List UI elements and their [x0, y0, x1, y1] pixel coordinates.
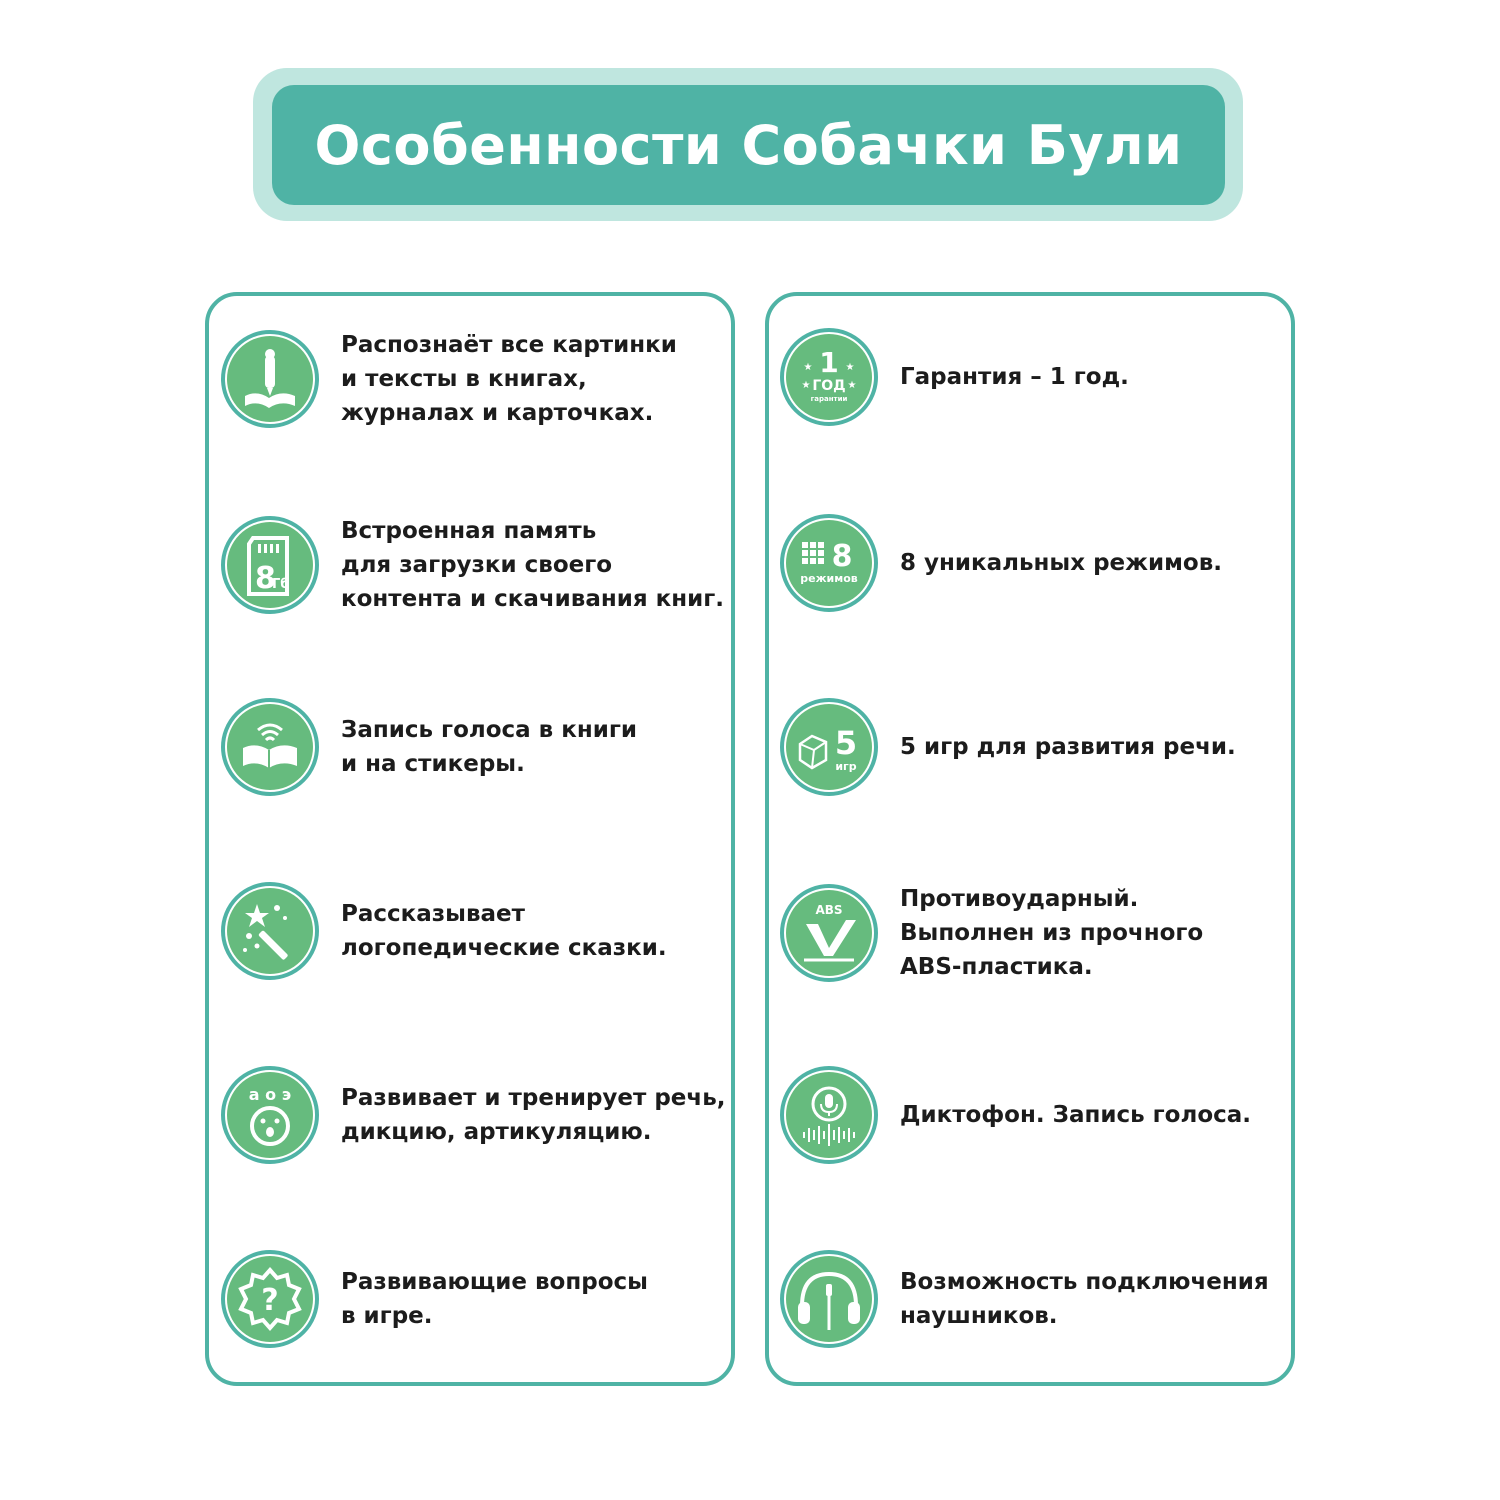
feature-text: 5 игр для развития речи.	[900, 734, 1236, 760]
svg-text:8: 8	[831, 539, 853, 574]
feature-text: 8 уникальных режимов.	[900, 550, 1223, 576]
svg-text:гарантии: гарантии	[810, 395, 848, 403]
svg-text:8: 8	[255, 561, 276, 596]
feature-text: Запись голоса в книги и на стикеры.	[341, 717, 637, 777]
microphone-wave-icon	[780, 1066, 878, 1164]
feature-text: Развивающие вопросы в игре.	[341, 1269, 648, 1329]
feature-item-modes	[780, 514, 1222, 612]
abs-shield-icon	[780, 884, 878, 982]
headphones-icon	[780, 1250, 878, 1348]
pen-reading-book-icon	[221, 330, 319, 428]
speech-face-icon	[221, 1066, 319, 1164]
dice-games-icon	[780, 698, 878, 796]
svg-text:★: ★	[847, 380, 857, 391]
feature-text: Встроенная память для загрузки своего контента и скачивания книг.	[341, 518, 725, 612]
feature-item-memory	[221, 514, 724, 616]
feature-item-questions	[221, 1250, 648, 1348]
feature-text: Распознаёт все картинки и тексты в книгах, журналах и карточках.	[341, 332, 677, 426]
svg-text:а о э: а о э	[248, 1085, 292, 1104]
feature-item-tales	[221, 882, 667, 980]
feature-item-dictaphone	[780, 1066, 1251, 1164]
left-feature-panel	[205, 292, 735, 1386]
question-badge-icon	[221, 1250, 319, 1348]
svg-text:Гб: Гб	[272, 577, 290, 592]
svg-text:★: ★	[803, 362, 813, 373]
modes-grid-icon	[780, 514, 878, 612]
feature-item-speech	[221, 1066, 725, 1164]
magic-wand-icon	[221, 882, 319, 980]
svg-text:?: ?	[261, 1283, 279, 1318]
sd-card-icon	[221, 516, 319, 614]
feature-text: Развивает и тренирует речь, дикцию, артикуляцию.	[341, 1085, 726, 1145]
feature-item-headphones	[780, 1250, 1269, 1348]
feature-item-warranty	[780, 328, 1129, 426]
svg-text:ГОД: ГОД	[812, 378, 846, 394]
svg-text:5: 5	[834, 724, 858, 762]
svg-text:ABS: ABS	[815, 903, 843, 917]
feature-item-recognize	[221, 328, 677, 430]
feature-text: Гарантия – 1 год.	[900, 364, 1129, 390]
banner	[272, 85, 1225, 205]
page-title: Особенности Собачки Були	[314, 113, 1183, 177]
svg-text:режимов: режимов	[800, 572, 858, 585]
svg-text:★: ★	[801, 380, 811, 391]
svg-text:★: ★	[845, 362, 855, 373]
right-feature-panel	[765, 292, 1295, 1386]
feature-text: Рассказывает логопедические сказки.	[341, 901, 667, 961]
feature-text: Противоударный. Выполнен из прочного ABS-пластика.	[900, 886, 1204, 980]
feature-item-abs	[780, 882, 1203, 984]
feature-text: Возможность подключения наушников.	[900, 1269, 1269, 1329]
svg-text:игр: игр	[835, 760, 857, 773]
warranty-icon	[780, 328, 878, 426]
svg-text:1: 1	[819, 346, 839, 379]
feature-item-games	[780, 698, 1236, 796]
voice-book-icon	[221, 698, 319, 796]
feature-item-voice-record	[221, 698, 637, 796]
feature-text: Диктофон. Запись голоса.	[900, 1102, 1252, 1128]
